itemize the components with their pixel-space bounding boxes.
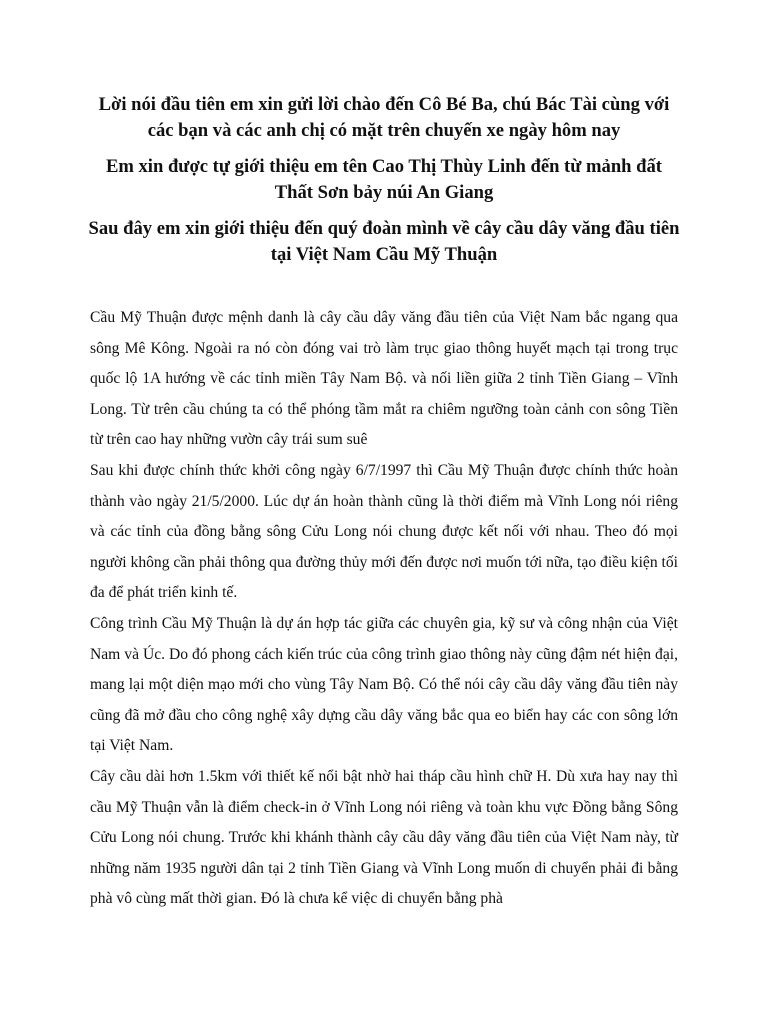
paragraph-design: Cây cầu dài hơn 1.5km với thiết kế nổi bật nhờ hai tháp cầu hình chữ H. Dù xưa hay nay thì cầu Mỹ Thuận vẫn là điểm check-in ở Vĩnh Long nói riêng và toàn khu vực Đồng bằng Sông Cửu Long nói chung. Trước khi khánh thành cây cầu dây văng đầu tiên của Việt Nam này, từ những năm 1935 người dân tại 2 tỉnh Tiền Giang và Vĩnh Long muốn di chuyển phải đi bằng phà vô cùng mất thời gian. Đó là chưa kể việc di chuyển bằng phà xyxy=(90,767,678,908)
heading-introduction: Em xin được tự giới thiệu em tên Cao Thị Thùy Linh đến từ mảnh đất Thất Sơn bảy núi An Giang xyxy=(105,156,663,203)
document-headings xyxy=(88,92,680,278)
heading-greeting: Lời nói đầu tiên em xin gửi lời chào đến Cô Bé Ba, chú Bác Tài cùng với các bạn và các anh chị có mặt trên chuyến xe ngày hôm nay xyxy=(98,94,670,141)
document-body xyxy=(90,303,678,915)
paragraph-history: Sau khi được chính thức khởi công ngày 6/7/1997 thì Cầu Mỹ Thuận được chính thức hoàn thành vào ngày 21/5/2000. Lúc dự án hoàn thành cũng là thời điểm mà Vĩnh Long nói riêng và các tỉnh của đồng bằng sông Cửu Long nói chung được kết nối với nhau. Theo đó mọi người không cần phải thông qua đường thủy mới đến được nơi muốn tới nữa, tạo điều kiện tối đa để phát triển kinh tế. xyxy=(90,461,678,602)
paragraph-overview: Cầu Mỹ Thuận được mệnh danh là cây cầu dây văng đầu tiên của Việt Nam bắc ngang qua sông Mê Kông. Ngoài ra nó còn đóng vai trò làm trục giao thông huyết mạch tại trong trục quốc lộ 1A hướng về các tỉnh miền Tây Nam Bộ. và nối liền giữa 2 tỉnh Tiền Giang – Vĩnh Long. Từ trên cầu chúng ta có thể phóng tầm mắt ra chiêm ngưỡng toàn cảnh con sông Tiền từ trên cao hay những vườn cây trái sum suê xyxy=(90,309,678,449)
paragraph-cooperation: Công trình Cầu Mỹ Thuận là dự án hợp tác giữa các chuyên gia, kỹ sư và công nhận của Việt Nam và Úc. Do đó phong cách kiến trúc của công trình giao thông này cũng đậm nét hiện đại, mang lại một diện mạo mới cho vùng Tây Nam Bộ. Có thể nói cây cầu dây văng đầu tiên này cũng đã mở đầu cho công nghệ xây dựng cầu dây văng bắc qua eo biển hay các con sông lớn tại Việt Nam. xyxy=(90,614,678,755)
heading-topic: Sau đây em xin giới thiệu đến quý đoàn mình về cây cầu dây văng đầu tiên tại Việt Nam Cầu Mỹ Thuận xyxy=(88,218,680,265)
